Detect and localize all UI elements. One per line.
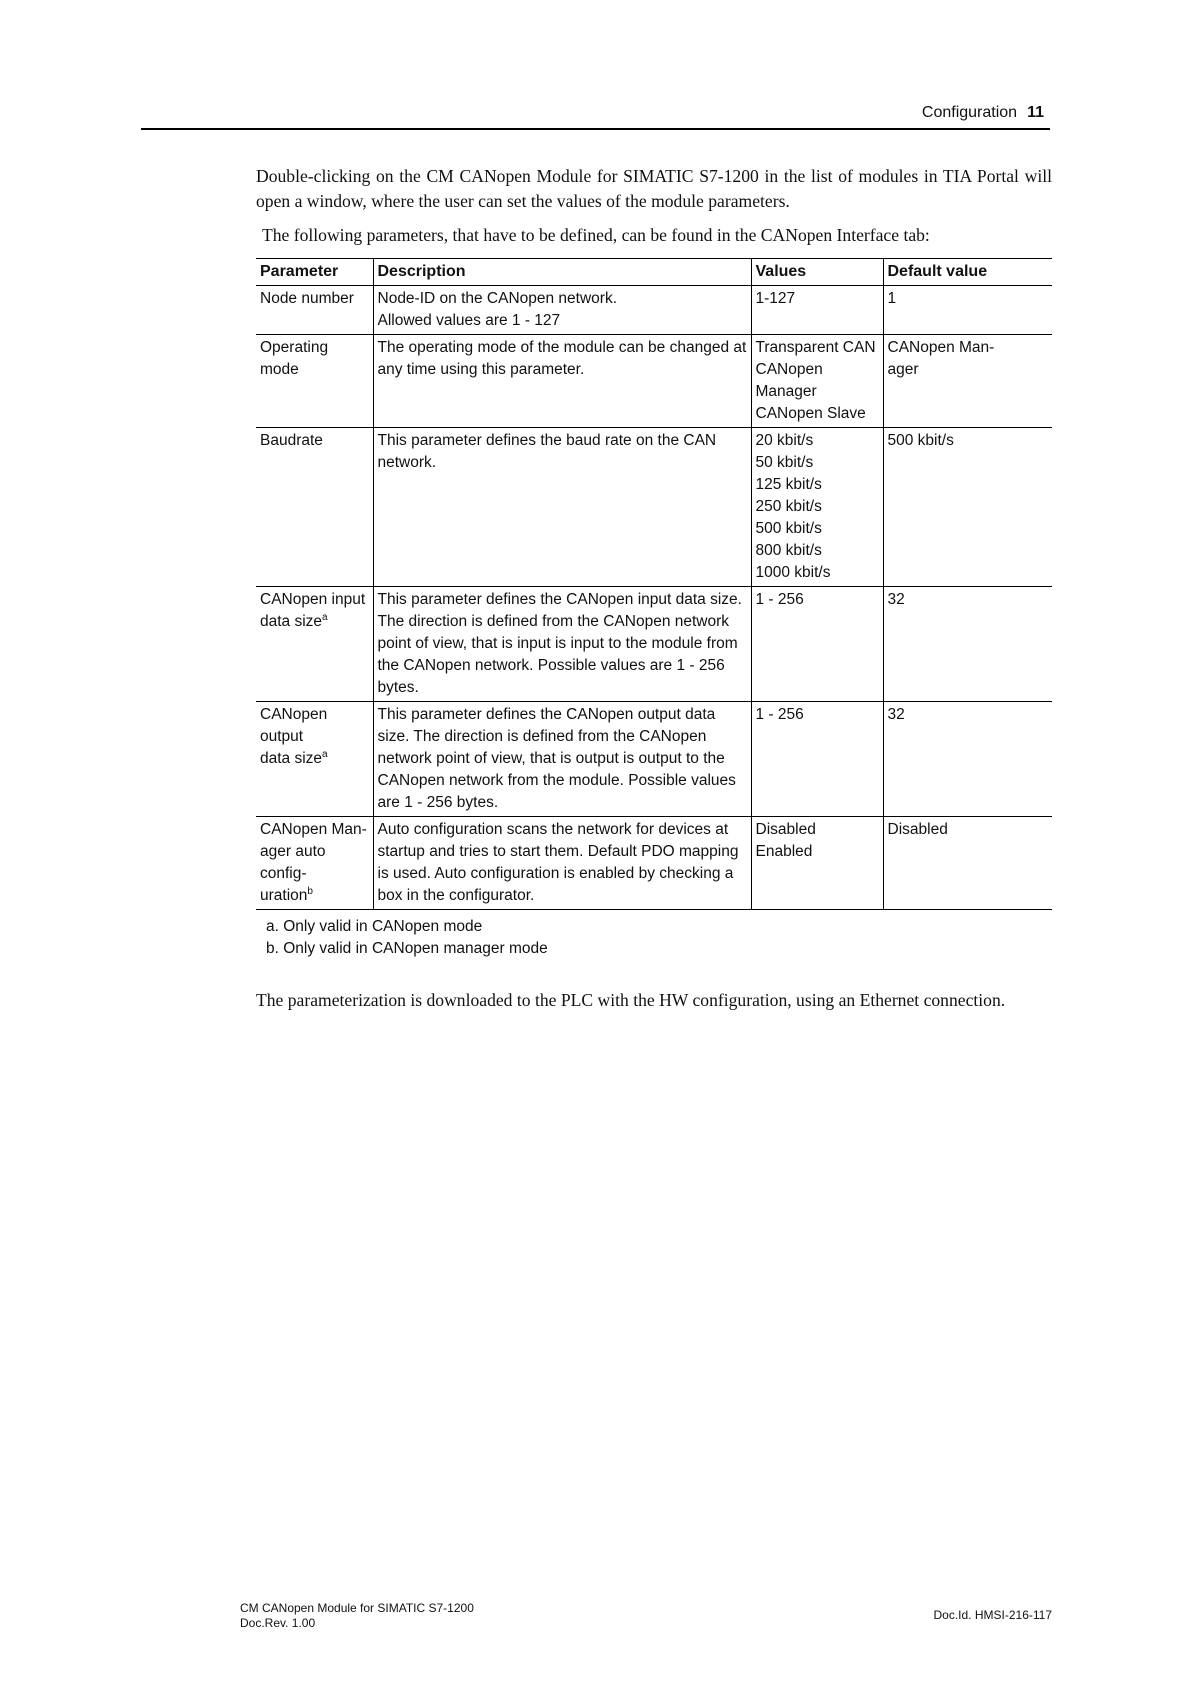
description-cell: The operating mode of the module can be changed at any time using this parameter. [373,335,751,428]
intro-paragraph: Double-clicking on the CM CANopen Module for SIMATIC S7-1200 in the list of modules in TIA Portal will open a window, where the user can set the values of the module parameters. [256,166,1052,211]
parameters-table [256,258,1052,910]
values-cell: 1-127 [751,286,883,335]
column-header-values: Values [751,259,883,286]
parameter-cell [256,286,373,335]
table-footnotes [256,916,1052,960]
column-header-description: Description [373,259,751,286]
footnote-marker: a [322,748,328,760]
footnote-marker: b [307,885,313,897]
parameter-cell [256,428,373,587]
values-cell: 1 - 256 [751,702,883,817]
default-cell: 32 [883,702,1052,817]
page-footer-right [934,1608,1053,1623]
values-cell: 20 kbit/s 50 kbit/s 125 kbit/s 250 kbit/s 500 kbit/s 800 kbit/s 1000 kbit/s [751,428,883,587]
parameter-cell [256,817,373,910]
values-cell: Transparent CAN CANopen Manager CANopen Slave [751,335,883,428]
table-row [256,702,1052,817]
description-cell: This parameter defines the baud rate on the CAN network. [373,428,751,587]
page-header [141,96,1050,130]
footer-product: CM CANopen Module for SIMATIC S7-1200 [240,1601,474,1615]
column-header-parameter: Parameter [256,259,373,286]
section-title: Configuration [921,104,1018,121]
parameter-name: Operating mode [260,339,329,378]
page-number: 11 [1027,104,1044,121]
footnote-a: a. Only valid in CANopen mode [266,918,483,935]
closing-paragraph: The parameterization is downloaded to the PLC with the HW configuration, using an Ethernet connection. [256,990,1006,1010]
description-cell: This parameter defines the CANopen output data size. The direction is defined from the CANopen network point of view, that is output is output to the CANopen network from the module. Possible values are 1 - 256 bytes. [373,702,751,817]
values-cell: 1 - 256 [751,587,883,702]
parameter-cell [256,587,373,702]
footer-doc-id: Doc.Id. HMSI-216-117 [933,1608,1052,1622]
table-row [256,286,1052,335]
default-cell: Disabled [883,817,1052,910]
parameter-name: CANopen output data size [260,706,328,767]
default-cell: 500 kbit/s [883,428,1052,587]
parameter-cell [256,702,373,817]
default-cell: CANopen Man- ager [883,335,1052,428]
table-row [256,817,1052,910]
parameter-cell [256,335,373,428]
footnote-marker: a [322,611,328,623]
parameter-name: CANopen input data size [260,591,366,630]
footer-revision: Doc.Rev. 1.00 [240,1616,316,1630]
page-content [256,164,1052,1013]
table-header-row [256,259,1052,286]
parameter-name: Baudrate [260,432,323,449]
column-header-default: Default value [883,259,1052,286]
parameter-name: Node number [260,290,354,307]
footnote-b: b. Only valid in CANopen manager mode [266,940,548,957]
description-cell: Node-ID on the CANopen network. Allowed values are 1 - 127 [373,286,751,335]
page-footer-left [240,1601,474,1631]
default-cell: 32 [883,587,1052,702]
description-cell: This parameter defines the CANopen input data size. The direction is defined from the CANopen network point of view, that is input is input to the module from the CANopen network. Possible values are 1 - 256 bytes. [373,587,751,702]
parameter-name: CANopen Man- ager auto config- uration [260,821,367,904]
table-row [256,428,1052,587]
default-cell: 1 [883,286,1052,335]
table-intro-paragraph: The following parameters, that have to be defined, can be found in the CANopen Interface tab: [262,225,930,245]
table-row [256,335,1052,428]
running-head [922,104,1044,122]
description-cell: Auto configuration scans the network for devices at startup and tries to start them. Default PDO mapping is used. Auto configuration is enabled by checking a box in the configurator. [373,817,751,910]
table-row [256,587,1052,702]
values-cell: Disabled Enabled [751,817,883,910]
